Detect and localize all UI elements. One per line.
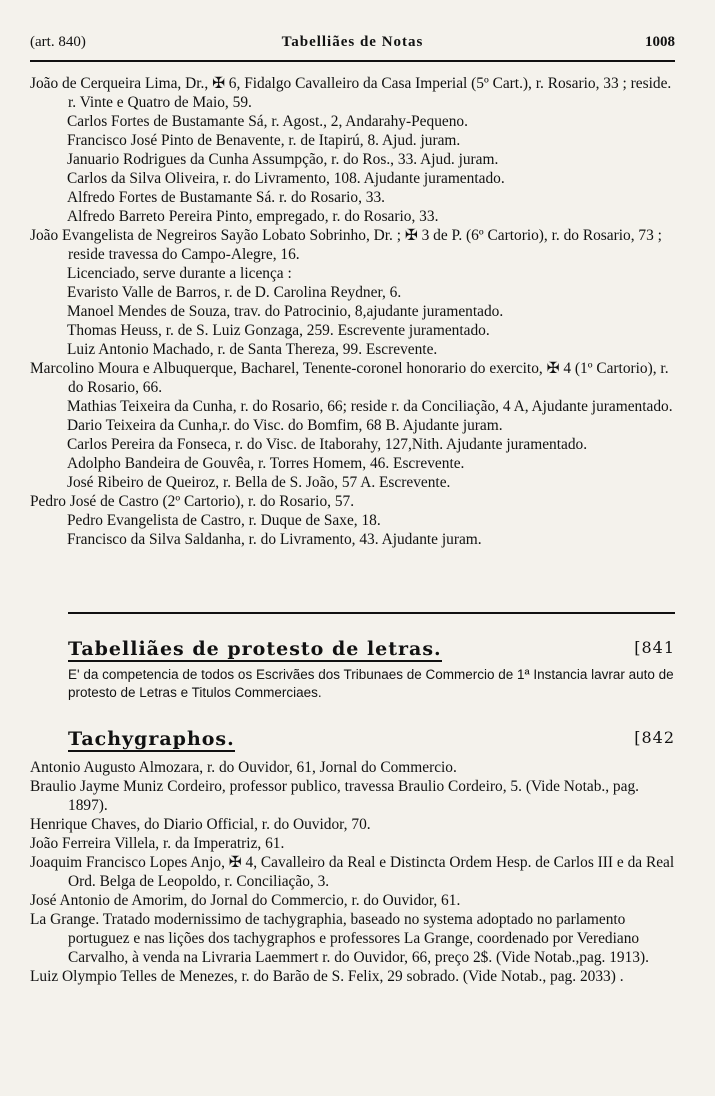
page-number: 1008: [645, 34, 675, 50]
entry-main: La Grange. Tratado modernissimo de tachygraphia, baseado no systema adoptado no parlamento portuguez e nas lições dos tachygraphos e professores La Grange, coordenado por Verediano Carvalho, à venda na Livraria Laemmert r. do Ouvidor, 66, preço 2$. (Vide Notab.,pag. 1913).: [30, 911, 649, 966]
entry-main: Henrique Chaves, do Diario Official, r. do Ouvidor, 70.: [30, 816, 371, 833]
entry-sub: Licenciado, serve durante a licença :: [67, 265, 292, 282]
entry-main: Marcolino Moura e Albuquerque, Bacharel, Tenente-coronel honorario do exercito, ✠ 4 (1º Cartorio), r. do Rosario, 66.: [30, 360, 669, 396]
notas-list: [30, 74, 675, 549]
entry-sub: Francisco José Pinto de Benavente, r. de Itapirú, 8. Ajud. juram.: [67, 132, 461, 149]
entry-sub: Adolpho Bandeira de Gouvêa, r. Torres Homem, 46. Escrevente.: [67, 455, 465, 472]
entry-sub: Dario Teixeira da Cunha,r. do Visc. do Bomfim, 68 B. Ajudante juram.: [67, 417, 503, 434]
tachygraphos-list: [30, 758, 675, 986]
entry-main: João Evangelista de Negreiros Sayão Lobato Sobrinho, Dr. ; ✠ 3 de P. (6º Cartorio), r. do Rosario, 73 ; reside travessa do Campo-Alegre, 16.: [30, 227, 662, 263]
entry: [30, 359, 675, 492]
entry-sub: Thomas Heuss, r. de S. Luiz Gonzaga, 259. Escrevente juramentado.: [67, 322, 490, 339]
entry-sub: Alfredo Fortes de Bustamante Sá. r. do Rosario, 33.: [67, 189, 386, 206]
entry: [30, 492, 675, 549]
entry-sub: Alfredo Barreto Pereira Pinto, empregado, r. do Rosario, 33.: [67, 208, 439, 225]
entry-sub: José Ribeiro de Queiroz, r. Bella de S. João, 57 A. Escrevente.: [67, 474, 451, 491]
section-number: [842: [634, 728, 675, 747]
entry-sub: Pedro Evangelista de Castro, r. Duque de Saxe, 18.: [67, 512, 381, 529]
entry-sub: Evaristo Valle de Barros, r. de D. Carolina Reydner, 6.: [67, 284, 402, 301]
entry-sub: Mathias Teixeira da Cunha, r. do Rosario, 66; reside r. da Conciliação, 4 A, Ajudante juramentado.: [67, 398, 673, 415]
entry-main: Joaquim Francisco Lopes Anjo, ✠ 4, Cavalleiro da Real e Distincta Ordem Hesp. de Carlos III e da Real Ord. Belga de Leopoldo, r. Conciliação, 3.: [30, 854, 675, 890]
entry-main: Pedro José de Castro (2º Cartorio), r. do Rosario, 57.: [30, 493, 355, 510]
entry-main: José Antonio de Amorim, do Jornal do Commercio, r. do Ouvidor, 61.: [30, 892, 461, 909]
section-title: Tabelliães de protesto de letras.: [68, 638, 442, 660]
entry-sub: Manoel Mendes de Souza, trav. do Patrocinio, 8,ajudante juramentado.: [67, 303, 504, 320]
running-header: [30, 34, 675, 56]
entry-sub: Luiz Antonio Machado, r. de Santa Thereza, 99. Escrevente.: [67, 341, 438, 358]
section-rule: [68, 612, 675, 614]
entry-sub: Francisco da Silva Saldanha, r. do Livramento, 43. Ajudante juram.: [67, 531, 482, 548]
entry-main: Luiz Olympio Telles de Menezes, r. do Barão de S. Felix, 29 sobrado. (Vide Notab., pag. 2033) .: [30, 968, 624, 985]
section-protesto: [68, 638, 675, 662]
entry-main: João Ferreira Villela, r. da Imperatriz, 61.: [30, 835, 285, 852]
page-title: Tabelliães de Notas: [281, 34, 424, 50]
protesto-note: E' da competencia de todos os Escrivães dos Tribunaes de Commercio de 1ª Instancia lavrar auto de protesto de Letras e Titulos Commerciaes.: [68, 667, 674, 700]
section-number: [841: [634, 638, 675, 657]
section-tachygraphos: [68, 728, 675, 752]
entry-sub: Carlos Pereira da Fonseca, r. do Visc. de Itaborahy, 127,Nith. Ajudante juramentado.: [67, 436, 588, 453]
entry-sub: Carlos Fortes de Bustamante Sá, r. Agost., 2, Andarahy-Pequeno.: [67, 113, 468, 130]
section-title: Tachygraphos.: [68, 728, 235, 750]
entry-sub: Januario Rodrigues da Cunha Assumpção, r. do Ros., 33. Ajud. juram.: [67, 151, 499, 168]
entry-main: Braulio Jayme Muniz Cordeiro, professor publico, travessa Braulio Cordeiro, 5. (Vide Notab., pag. 1897).: [30, 778, 640, 814]
entry: [30, 74, 675, 226]
entry-main: Antonio Augusto Almozara, r. do Ouvidor, 61, Jornal do Commercio.: [30, 759, 457, 776]
entry-main: João de Cerqueira Lima, Dr., ✠ 6, Fidalgo Cavalleiro da Casa Imperial (5º Cart.), r. Rosario, 33 ; reside. r. Vinte e Quatro de Maio, 59.: [30, 75, 672, 111]
article-ref: (art. 840): [30, 34, 86, 50]
entry-sub: Carlos da Silva Oliveira, r. do Livramento, 108. Ajudante juramentado.: [67, 170, 505, 187]
entry: [30, 226, 675, 359]
header-rule: [30, 60, 675, 62]
